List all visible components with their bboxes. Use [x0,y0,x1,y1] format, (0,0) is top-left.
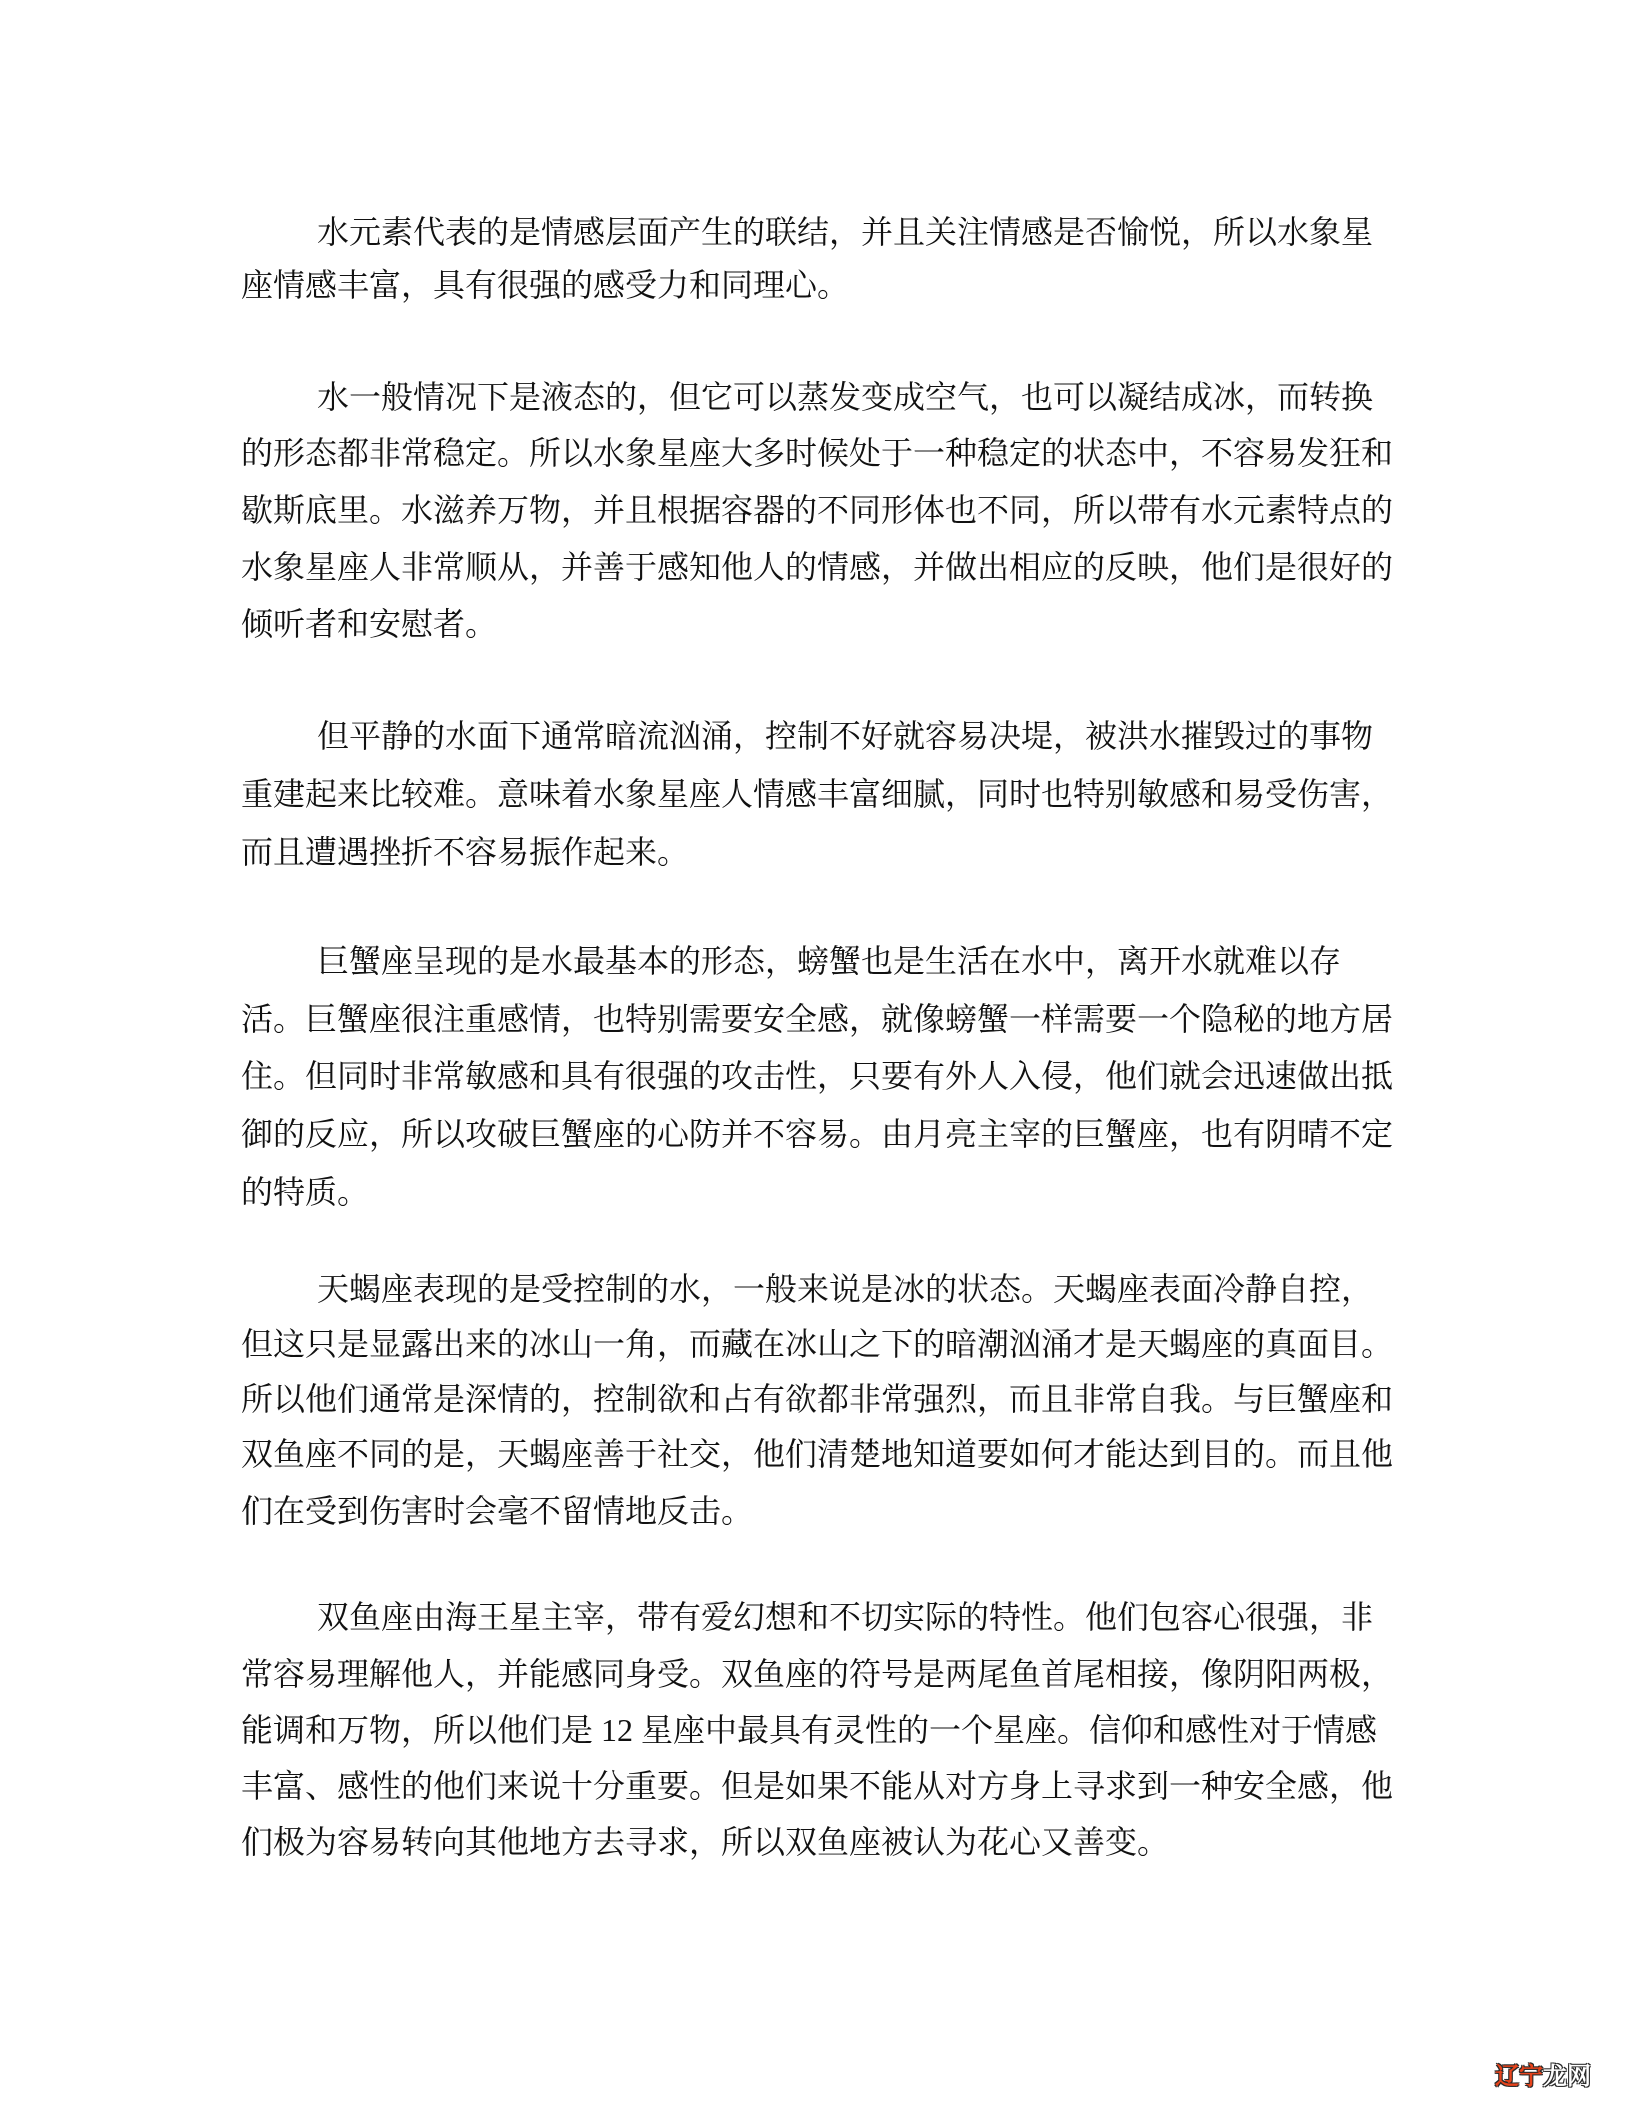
watermark-text-primary: 辽宁 [1495,2062,1543,2090]
text-line: 水象星座人非常顺从，并善于感知他人的情感，并做出相应的反映，他们是很好的 [241,549,1394,585]
text-line: 丰富、感性的他们来说十分重要。但是如果不能从对方身上寻求到一种安全感，他 [241,1768,1394,1804]
text-line: 歇斯底里。水滋养万物，并且根据容器的不同形体也不同，所以带有水元素特点的 [241,492,1394,528]
text-line: 水元素代表的是情感层面产生的联结，并且关注情感是否愉悦，所以水象星 [317,214,1374,250]
text-line: 双鱼座由海王星主宰，带有爱幻想和不切实际的特性。他们包容心很强，非 [317,1599,1374,1635]
text-line: 住。但同时非常敏感和具有很强的攻击性，只要有外人入侵，他们就会迅速做出抵 [241,1058,1394,1094]
watermark-text-secondary: 龙网 [1543,2062,1591,2090]
text-line: 的特质。 [241,1174,370,1210]
text-line: 常容易理解他人，并能感同身受。双鱼座的符号是两尾鱼首尾相接，像阴阳两极， [241,1656,1394,1692]
text-line: 天蝎座表现的是受控制的水，一般来说是冰的状态。天蝎座表面冷静自控， [317,1271,1374,1307]
text-line: 的形态都非常稳定。所以水象星座大多时候处于一种稳定的状态中，不容易发狂和 [241,435,1394,471]
text-line: 所以他们通常是深情的，控制欲和占有欲都非常强烈，而且非常自我。与巨蟹座和 [241,1381,1394,1417]
text-line: 们极为容易转向其他地方去寻求，所以双鱼座被认为花心又善变。 [241,1824,1170,1860]
text-line: 但这只是显露出来的冰山一角，而藏在冰山之下的暗潮汹涌才是天蝎座的真面目。 [241,1326,1394,1362]
text-line: 但平静的水面下通常暗流汹涌，控制不好就容易决堤，被洪水摧毁过的事物 [317,718,1374,754]
text-line: 能调和万物，所以他们是 12 星座中最具有灵性的一个星座。信仰和感性对于情感 [241,1712,1378,1748]
text-line: 重建起来比较难。意味着水象星座人情感丰富细腻，同时也特别敏感和易受伤害， [241,776,1394,812]
text-line: 而且遭遇挫折不容易振作起来。 [241,834,690,870]
text-line: 双鱼座不同的是，天蝎座善于社交，他们清楚地知道要如何才能达到目的。而且他 [241,1436,1394,1472]
text-line: 水一般情况下是液态的，但它可以蒸发变成空气，也可以凝结成冰，而转换 [317,379,1374,415]
text-line: 倾听者和安慰者。 [241,606,498,642]
text-line: 活。巨蟹座很注重感情，也特别需要安全感，就像螃蟹一样需要一个隐秘的地方居 [241,1001,1394,1037]
text-line: 座情感丰富，具有很强的感受力和同理心。 [241,267,850,303]
text-line: 们在受到伤害时会毫不留情地反击。 [241,1493,754,1529]
text-line: 御的反应，所以攻破巨蟹座的心防并不容易。由月亮主宰的巨蟹座，也有阴晴不定 [241,1116,1394,1152]
watermark-logo [1495,2060,1591,2092]
text-line: 巨蟹座呈现的是水最基本的形态，螃蟹也是生活在水中，离开水就难以存 [317,943,1342,979]
